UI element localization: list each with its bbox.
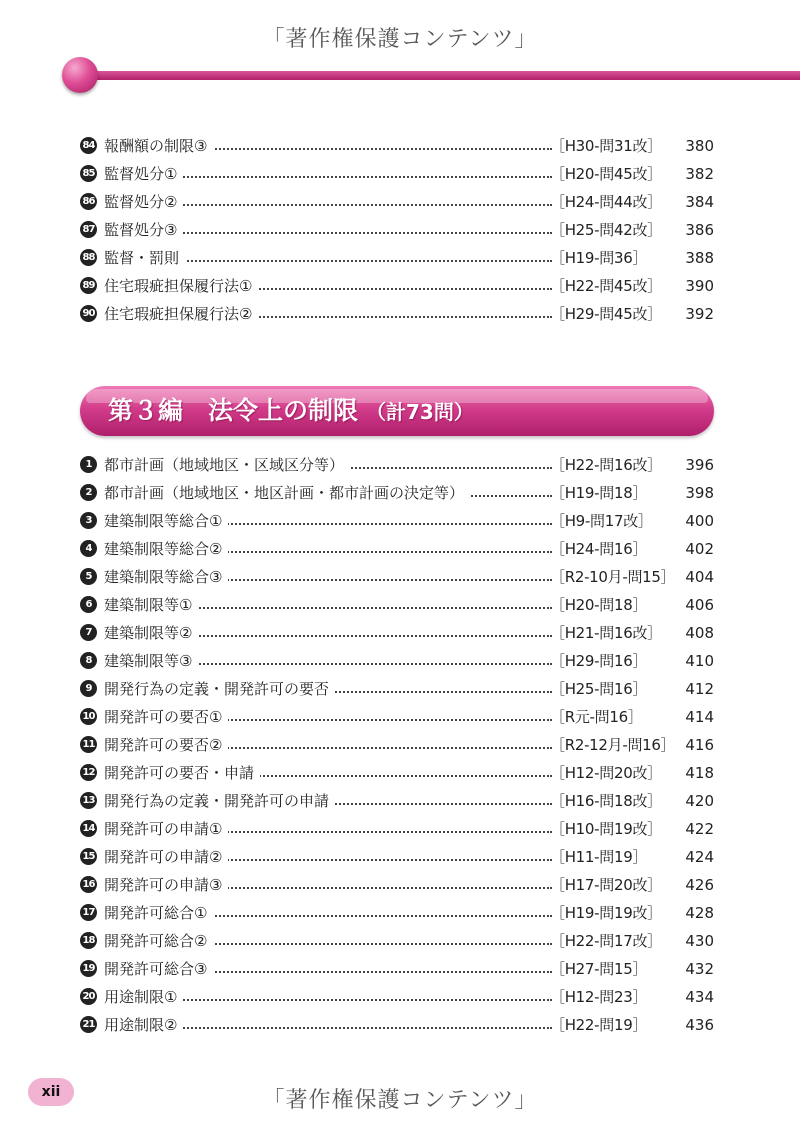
copyright-watermark-top: 「著作権保護コンテンツ」 (262, 27, 538, 52)
entry-title: 開発行為の定義・開発許可の要否 (104, 678, 335, 700)
entry-number-badge: 4 (80, 540, 97, 557)
page-reference: 388 (685, 249, 714, 267)
toc-entry[interactable] (80, 508, 720, 536)
entry-title: 開発行為の定義・開発許可の申請 (104, 790, 335, 812)
exam-reference: ［R2-12月-問16］ (550, 736, 676, 754)
page-reference: 404 (685, 568, 714, 586)
page-reference: 434 (685, 988, 714, 1006)
exam-reference: ［H10-問19改］ (550, 820, 662, 838)
entry-title: 建築制限等③ (104, 650, 198, 672)
exam-reference: ［H22-問45改］ (550, 277, 662, 295)
entry-title: 開発許可の申請③ (104, 874, 228, 896)
entry-title: 監督・罰則 (104, 247, 185, 269)
entry-title: 建築制限等総合② (104, 538, 228, 560)
entry-title: 都市計画（地域地区・地区計画・都市計画の決定等） (104, 482, 470, 504)
exam-reference: ［H30-問31改］ (550, 137, 662, 155)
entry-title: 開発許可の要否② (104, 734, 228, 756)
header-ornament (62, 57, 98, 93)
page-reference: 384 (685, 193, 714, 211)
section-title (108, 395, 474, 428)
page-reference: 392 (685, 305, 714, 323)
entry-title: 用途制限① (104, 986, 183, 1008)
exam-reference: ［H16-問18改］ (550, 792, 662, 810)
toc-entry[interactable] (80, 592, 720, 620)
toc-entry[interactable] (80, 273, 720, 301)
entry-number-badge: 17 (80, 904, 97, 921)
exam-reference: ［H12-問20改］ (550, 764, 662, 782)
entry-number-badge: 13 (80, 792, 97, 809)
exam-reference: ［H19-問36］ (550, 249, 648, 267)
exam-reference: ［H25-問42改］ (550, 221, 662, 239)
entry-title: 開発許可総合③ (104, 958, 213, 980)
entry-number-badge: 7 (80, 624, 97, 641)
toc-entry[interactable] (80, 956, 720, 984)
entry-number-badge: 1 (80, 456, 97, 473)
entry-title: 建築制限等② (104, 622, 198, 644)
exam-reference: ［H29-問16］ (550, 652, 648, 670)
entry-title: 建築制限等① (104, 594, 198, 616)
toc-entry[interactable] (80, 984, 720, 1012)
exam-reference: ［H19-問18］ (550, 484, 648, 502)
entry-title: 開発許可の申請① (104, 818, 228, 840)
entry-number-badge: 15 (80, 848, 97, 865)
page-reference: 436 (685, 1016, 714, 1034)
entry-title: 監督処分③ (104, 219, 183, 241)
entry-title: 住宅瑕疵担保履行法② (104, 303, 258, 325)
entry-number-badge: 12 (80, 764, 97, 781)
toc-entry[interactable] (80, 788, 720, 816)
toc-entry[interactable] (80, 676, 720, 704)
entry-title: 監督処分① (104, 163, 183, 185)
entry-number-badge: 90 (80, 305, 97, 322)
page-reference: 400 (685, 512, 714, 530)
entry-title: 開発許可の要否・申請 (104, 762, 260, 784)
entry-number-badge: 6 (80, 596, 97, 613)
toc-entry[interactable] (80, 564, 720, 592)
page-reference: 412 (685, 680, 714, 698)
entry-title: 開発許可の要否① (104, 706, 228, 728)
exam-reference: ［H22-問19］ (550, 1016, 648, 1034)
page-reference: 410 (685, 652, 714, 670)
page-reference: 426 (685, 876, 714, 894)
page-reference: 414 (685, 708, 714, 726)
exam-reference: ［H11-問19］ (550, 848, 648, 866)
entry-title: 都市計画（地域地区・区域区分等） (104, 454, 350, 476)
entry-number-badge: 2 (80, 484, 97, 501)
toc-entry[interactable] (80, 648, 720, 676)
exam-reference: ［H12-問23］ (550, 988, 648, 1006)
toc-entry[interactable] (80, 536, 720, 564)
entry-number-badge: 8 (80, 652, 97, 669)
page-reference: 390 (685, 277, 714, 295)
toc-entry[interactable] (80, 1012, 720, 1040)
entry-title: 住宅瑕疵担保履行法① (104, 275, 258, 297)
page-number: xii (28, 1078, 74, 1106)
entry-number-badge: 21 (80, 1016, 97, 1033)
entry-title: 開発許可総合② (104, 930, 213, 952)
section-question-count: （計73問） (366, 400, 474, 424)
exam-reference: ［H19-問19改］ (550, 904, 662, 922)
entry-title: 報酬額の制限③ (104, 135, 213, 157)
exam-reference: ［H29-問45改］ (550, 305, 662, 323)
entry-number-badge: 14 (80, 820, 97, 837)
entry-number-badge: 16 (80, 876, 97, 893)
exam-reference: ［H22-問17改］ (550, 932, 662, 950)
page-reference: 416 (685, 736, 714, 754)
header-rule (78, 71, 800, 80)
exam-reference: ［H9-問17改］ (550, 512, 653, 530)
toc-entry[interactable] (80, 872, 720, 900)
toc-entry[interactable] (80, 760, 720, 788)
page-reference: 406 (685, 596, 714, 614)
toc-entry[interactable] (80, 704, 720, 732)
page-reference: 418 (685, 764, 714, 782)
exam-reference: ［H27-問15］ (550, 960, 648, 978)
page-reference: 424 (685, 848, 714, 866)
page-reference: 430 (685, 932, 714, 950)
page-reference: 428 (685, 904, 714, 922)
exam-reference: ［H22-問16改］ (550, 456, 662, 474)
exam-reference: ［H24-問44改］ (550, 193, 662, 211)
entry-number-badge: 19 (80, 960, 97, 977)
page-reference: 398 (685, 484, 714, 502)
exam-reference: ［H17-問20改］ (550, 876, 662, 894)
section-banner (80, 386, 714, 436)
exam-reference: ［H20-問18］ (550, 596, 648, 614)
toc-list-part1 (80, 133, 720, 329)
toc-entry[interactable] (80, 928, 720, 956)
entry-title: 監督処分② (104, 191, 183, 213)
entry-number-badge: 20 (80, 988, 97, 1005)
entry-number-badge: 5 (80, 568, 97, 585)
page-reference: 396 (685, 456, 714, 474)
toc-entry[interactable] (80, 452, 720, 480)
entry-title: 開発許可の申請② (104, 846, 228, 868)
toc-entry[interactable] (80, 620, 720, 648)
exam-reference: ［R元-問16］ (550, 708, 643, 726)
exam-reference: ［R2-10月-問15］ (550, 568, 676, 586)
page-reference: 380 (685, 137, 714, 155)
toc-entry[interactable] (80, 844, 720, 872)
toc-entry[interactable] (80, 816, 720, 844)
entry-number-badge: 87 (80, 221, 97, 238)
exam-reference: ［H20-問45改］ (550, 165, 662, 183)
toc-entry[interactable] (80, 732, 720, 760)
toc-entry[interactable] (80, 245, 720, 273)
exam-reference: ［H21-問16改］ (550, 624, 662, 642)
page-reference: 408 (685, 624, 714, 642)
page-reference: 402 (685, 540, 714, 558)
entry-number-badge: 84 (80, 137, 97, 154)
page-reference: 382 (685, 165, 714, 183)
copyright-watermark-bottom: 「著作権保護コンテンツ」 (262, 1088, 538, 1113)
entry-title: 開発許可総合① (104, 902, 213, 924)
toc-entry[interactable] (80, 161, 720, 189)
toc-entry[interactable] (80, 189, 720, 217)
toc-entry[interactable] (80, 133, 720, 161)
entry-number-badge: 3 (80, 512, 97, 529)
page-reference: 432 (685, 960, 714, 978)
toc-entry[interactable] (80, 480, 720, 508)
exam-reference: ［H24-問16］ (550, 540, 648, 558)
entry-title: 建築制限等総合③ (104, 566, 228, 588)
exam-reference: ［H25-問16］ (550, 680, 648, 698)
page-reference: 420 (685, 792, 714, 810)
entry-number-badge: 85 (80, 165, 97, 182)
page-reference: 386 (685, 221, 714, 239)
entry-number-badge: 11 (80, 736, 97, 753)
entry-number-badge: 86 (80, 193, 97, 210)
entry-number-badge: 89 (80, 277, 97, 294)
toc-list-part3 (80, 452, 720, 1040)
entry-title: 建築制限等総合① (104, 510, 228, 532)
entry-number-badge: 18 (80, 932, 97, 949)
entry-number-badge: 10 (80, 708, 97, 725)
entry-number-badge: 88 (80, 249, 97, 266)
toc-entry[interactable] (80, 217, 720, 245)
entry-title: 用途制限② (104, 1014, 183, 1036)
entry-number-badge: 9 (80, 680, 97, 697)
toc-entry[interactable] (80, 301, 720, 329)
toc-entry[interactable] (80, 900, 720, 928)
section-title-text: 第３編 法令上の制限 (108, 396, 359, 425)
page-reference: 422 (685, 820, 714, 838)
